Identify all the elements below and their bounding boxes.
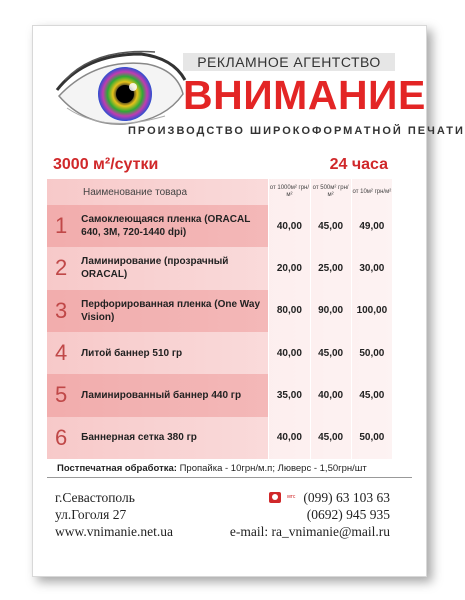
operator-label: мтс (287, 494, 296, 500)
price-table (47, 179, 392, 459)
price-500: 25,00 (310, 247, 351, 289)
row-number: 2 (54, 255, 68, 281)
price-500: 40,00 (310, 374, 351, 416)
price-1000: 20,00 (269, 247, 310, 289)
price-500: 45,00 (310, 332, 351, 374)
header-price-1000: от 1000м² грн/м² (269, 179, 310, 205)
divider (47, 477, 412, 478)
table-row (47, 290, 392, 332)
agency-label: РЕКЛАМНОЕ АГЕНТСТВО (183, 53, 395, 71)
header-price-500: от 500м² грн/м² (310, 179, 351, 205)
street: ул.Гоголя 27 (55, 507, 127, 522)
row-number: 3 (47, 290, 75, 332)
phone-row (230, 489, 390, 506)
price-1000: 40,00 (269, 332, 310, 374)
tagline: ПРОИЗВОДСТВО ШИРОКОФОРМАТНОЙ ПЕЧАТИ (128, 125, 465, 137)
post-processing-label: Постпечатная обработка: (57, 463, 177, 474)
price-1000: 40,00 (269, 205, 310, 247)
email-link[interactable]: e-mail: ra_vnimanie@mail.ru (229, 524, 390, 539)
brand-name: ВНИМАНИЕ (183, 72, 426, 118)
product-name: Баннерная сетка 380 гр (81, 432, 197, 444)
product-name: Литой баннер 510 гр (81, 347, 183, 359)
row-number: 6 (54, 424, 68, 450)
price-10: 50,00 (351, 417, 392, 459)
price-1000: 80,00 (269, 290, 310, 332)
header-product-name: Наименование товара (83, 186, 188, 198)
price-500: 90,00 (310, 290, 351, 332)
volume-highlight: 3000 м²/сутки (53, 156, 159, 173)
price-10: 45,00 (351, 374, 392, 416)
product-name: Ламинированный баннер 440 гр (75, 374, 269, 416)
price-1000: 35,00 (269, 374, 310, 416)
price-500: 45,00 (310, 205, 351, 247)
price-500: 45,00 (310, 417, 351, 459)
phone-landline[interactable]: (0692) 945 935 (306, 507, 390, 522)
table-row (47, 205, 392, 247)
eye-logo-icon (55, 50, 187, 134)
phone-mobile[interactable]: (099) 63 103 63 (303, 490, 390, 505)
table-row (47, 332, 392, 374)
city: г.Севастополь (55, 490, 135, 505)
price-10: 30,00 (351, 247, 392, 289)
product-name: Перфорированная пленка (One Way Vision) (75, 290, 269, 332)
post-processing-note (57, 463, 367, 474)
row-number: 1 (47, 205, 75, 247)
table-row (47, 247, 392, 289)
table-row (47, 374, 392, 416)
price-10: 100,00 (351, 290, 392, 332)
price-10: 49,00 (351, 205, 392, 247)
price-1000: 40,00 (269, 417, 310, 459)
row-number: 4 (54, 340, 68, 366)
address-block (55, 489, 173, 540)
price-10: 50,00 (351, 332, 392, 374)
table-header-row (47, 179, 392, 205)
hours-highlight: 24 часа (329, 156, 388, 173)
row-number: 5 (47, 374, 75, 416)
contacts-block (230, 489, 390, 540)
header-price-10: от 10м² грн/м² (351, 179, 392, 205)
post-processing-text: Пропайка - 10грн/м.п; Люверс - 1,50грн/шт (176, 463, 367, 474)
table-row (47, 417, 392, 459)
advertising-flyer (32, 25, 465, 577)
website-link[interactable]: www.vnimanie.net.ua (55, 524, 173, 539)
product-name: Самоклеющаяся пленка (ORACAL 640, 3M, 720-1440 dpi) (75, 205, 269, 247)
mts-logo-icon (269, 492, 281, 503)
product-name: Ламинирование (прозрачный ORACAL) (81, 256, 229, 281)
